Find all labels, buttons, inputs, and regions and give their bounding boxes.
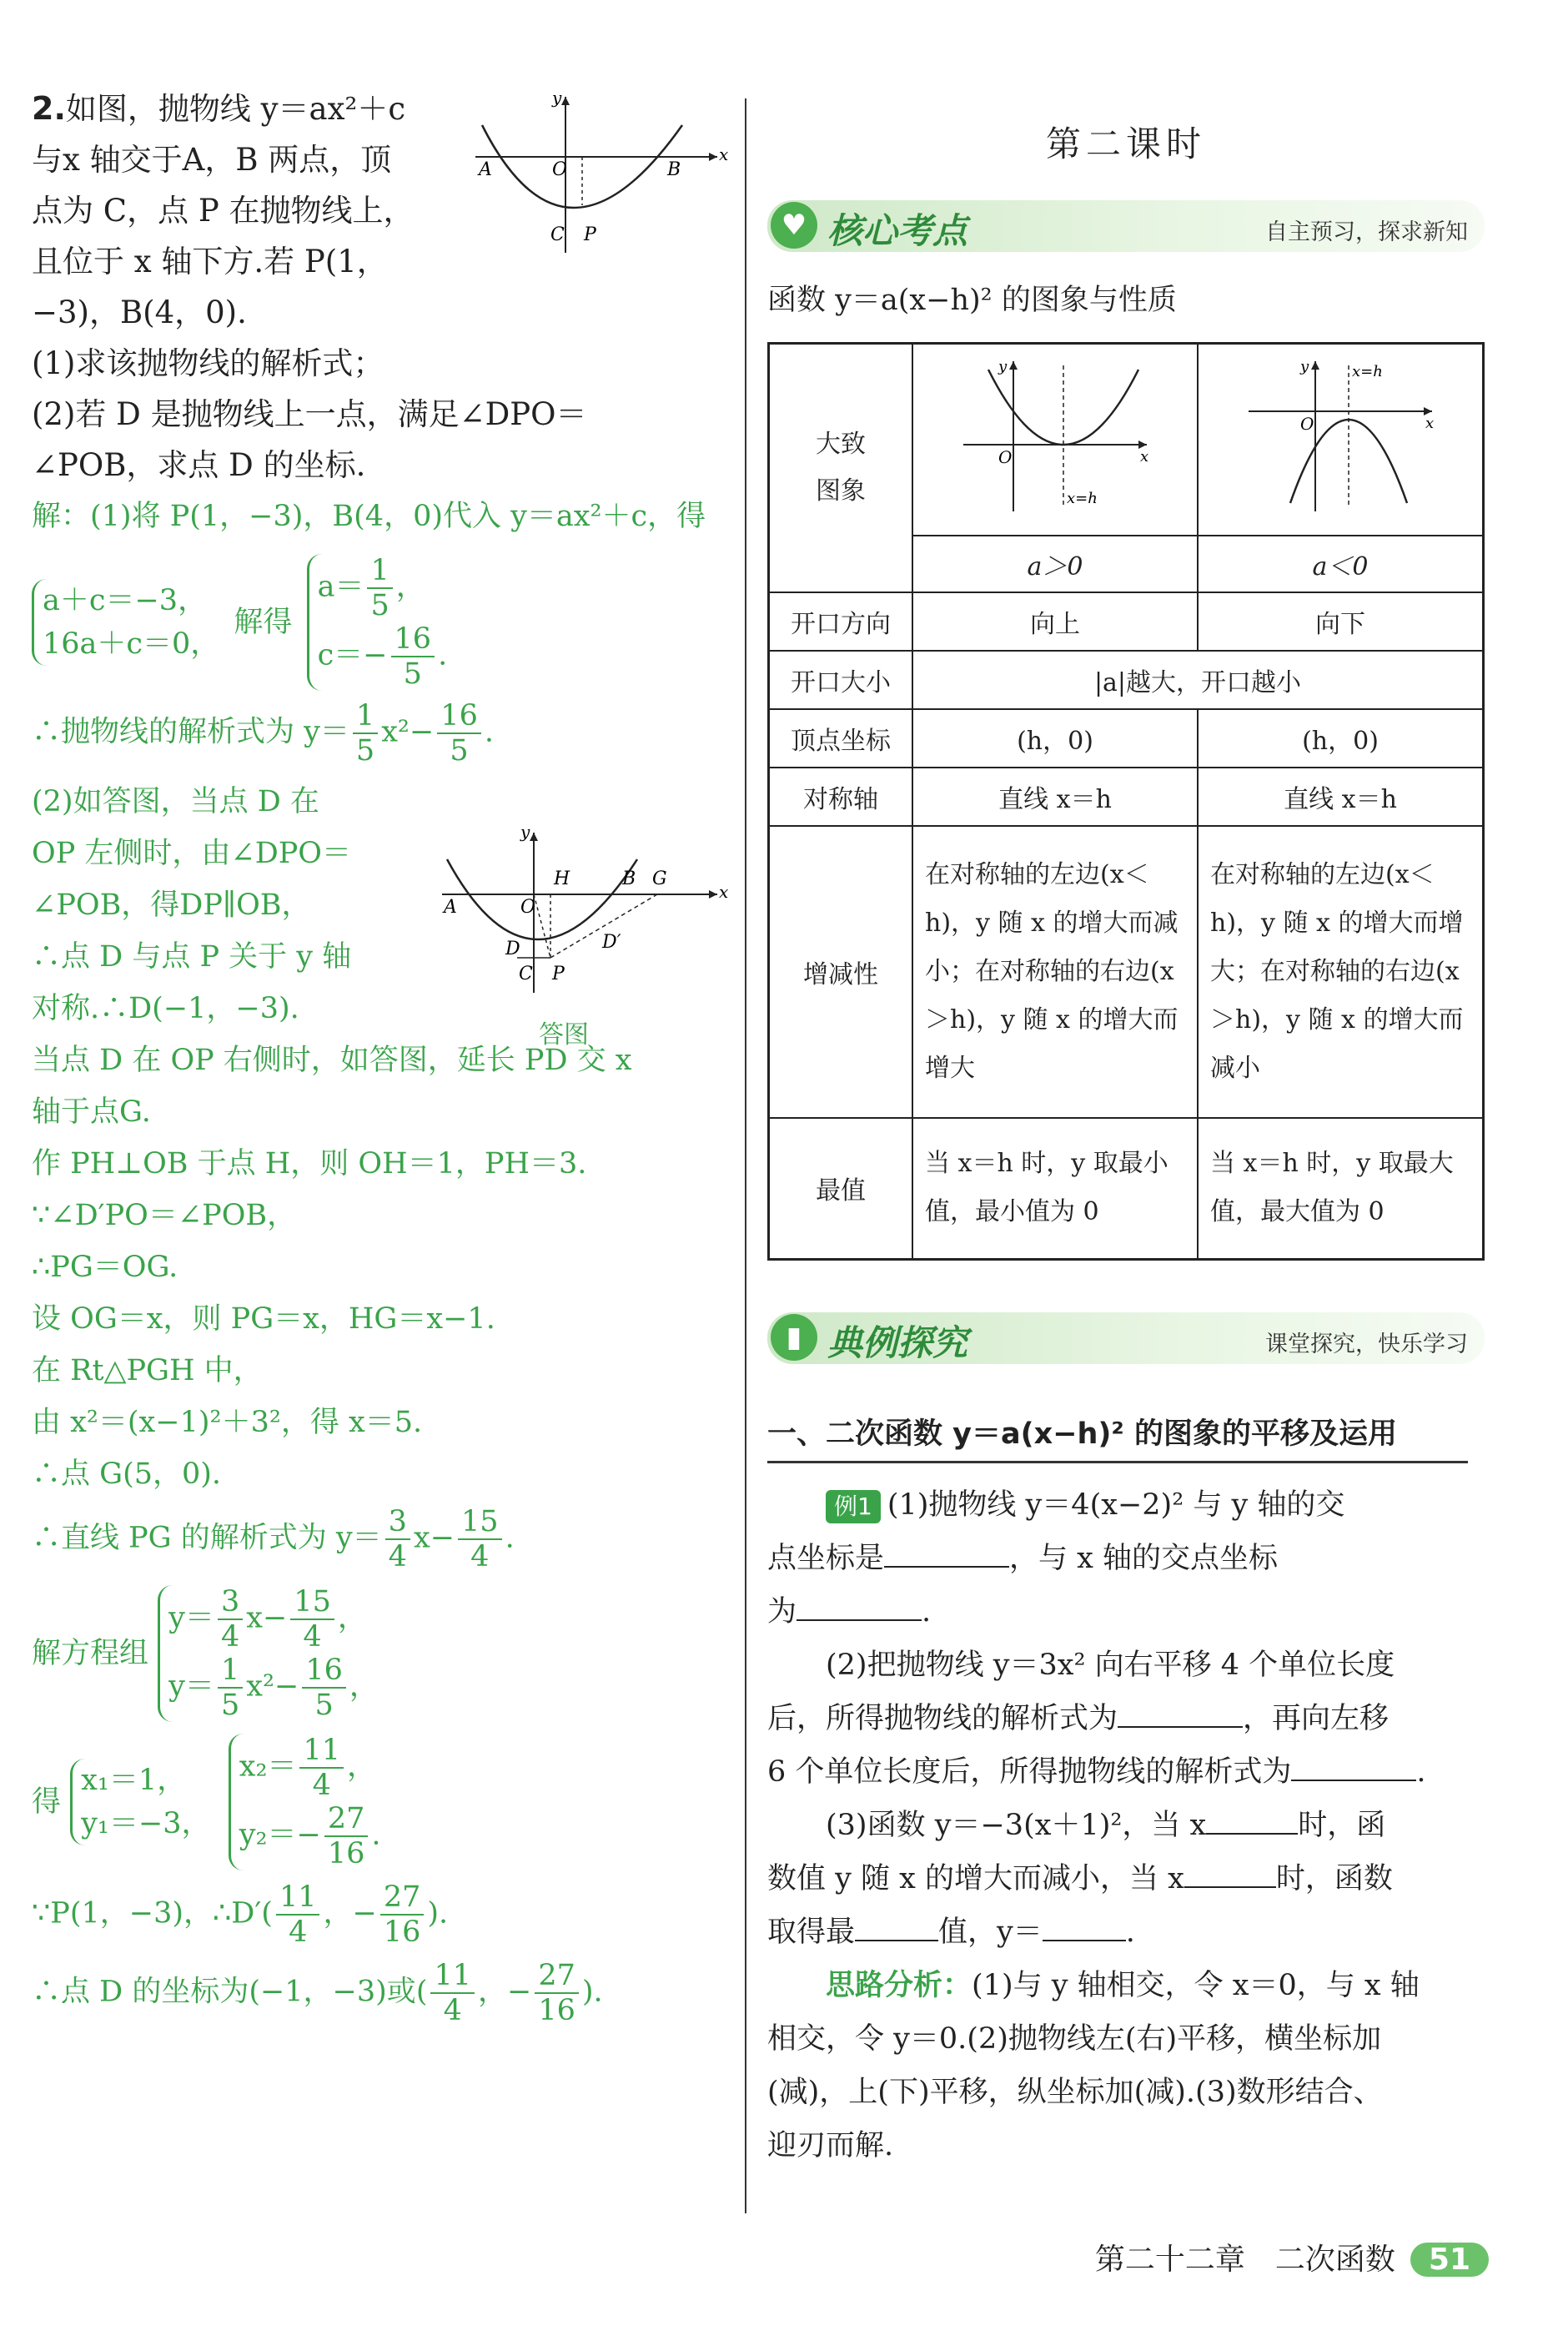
graph-cell-down xyxy=(1198,344,1484,536)
section-intro: 函数 y＝a(x−h)² 的图象与性质 xyxy=(767,284,1177,317)
equation: a＋c＝−3， xyxy=(43,584,208,617)
example-line: 取得最 值，y＝ . xyxy=(767,1916,1135,1949)
page-number: 51 xyxy=(1410,2243,1489,2277)
root-2 xyxy=(229,1734,381,1870)
get-label: 得 xyxy=(32,1785,62,1819)
section-heading: 一、二次函数 y＝a(x−h)² 的图象的平移及运用 xyxy=(767,1411,1468,1463)
table-row xyxy=(769,1118,1484,1260)
final-answer: ∴点 D 的坐标为(−1，−3)或( $\frac{11}{4}$ ，− $\frac{27}{16}$ ). xyxy=(32,1959,603,2027)
analysis-line: 相交，令 y＝0.(2)抛物线左(右)平移，横坐标加 xyxy=(767,2022,1382,2056)
example-line: (3)函数 y＝−3(x＋1)²，当 x 时，函 xyxy=(826,1809,1386,1842)
answer-figure xyxy=(434,826,734,1060)
question-number: 2. xyxy=(32,90,66,127)
svg-text:x: x xyxy=(1425,414,1435,432)
table-row xyxy=(769,651,1484,709)
equation-system xyxy=(32,579,219,666)
row-label: 最值 xyxy=(769,1118,913,1260)
root-x2: x₂＝ $\frac{11}{4}$ ， xyxy=(239,1734,377,1802)
fig-label: P xyxy=(552,964,565,984)
table-cell: (h，0) xyxy=(1198,709,1484,768)
root-y2: y₂＝− $\frac{27}{16}$ . xyxy=(239,1802,381,1870)
svg-text:O: O xyxy=(1300,413,1314,434)
fig-label: y xyxy=(552,90,562,108)
fig-label: x xyxy=(719,144,729,164)
solution-system xyxy=(307,554,448,691)
svg-text:y: y xyxy=(1300,357,1309,375)
part2-line: ∵∠D′PO＝∠POB， xyxy=(32,1199,297,1232)
line-pg-equation: ∴直线 PG 的解析式为 y＝ $\frac{3}{4}$ x− $\frac{15}{4}$ . xyxy=(32,1505,515,1573)
table-row xyxy=(769,344,1484,536)
properties-table xyxy=(767,342,1485,1261)
table-cell: 向下 xyxy=(1198,592,1484,651)
row-label: 对称轴 xyxy=(769,768,913,826)
fig-label: A xyxy=(444,897,457,918)
equation-system xyxy=(158,1585,379,1722)
part2-line: ∴PG＝OG. xyxy=(32,1251,178,1284)
banner-subtitle: 课堂探究，快乐学习 xyxy=(1265,1332,1468,1357)
row-label: 大致 图象 xyxy=(769,344,913,592)
conclusion-1: ∴抛物线的解析式为 y＝ $\frac{1}{5}$ x²− $\frac{16}{5}$ . xyxy=(32,699,494,768)
heart-icon: ♥ xyxy=(771,202,817,249)
part2-line: (2)如答图，当点 D 在 xyxy=(32,785,319,818)
graph-up xyxy=(955,353,1155,520)
page-footer xyxy=(1095,2236,1489,2278)
part2-line: 对称.∴D(−1，−3). xyxy=(32,992,299,1025)
core-points-banner xyxy=(767,200,1485,252)
table-cell: 在对称轴的左边(x＜h)，y 随 x 的增大而增大；在对称轴的右边(x＞h)，y 随 x 的增大而减小 xyxy=(1198,826,1484,1118)
solve-label: 解得 xyxy=(234,606,293,639)
question-line: (2)若 D 是抛物线上一点，满足∠DPO＝ xyxy=(32,396,587,432)
fig-label: B xyxy=(622,868,636,889)
answer-blank[interactable] xyxy=(1043,1915,1126,1941)
solve-system-label: 解方程组 xyxy=(32,1637,149,1670)
answer-blank[interactable] xyxy=(1291,1754,1416,1781)
part2-line: 当点 D 在 OP 右侧时，如答图，延长 PD 交 x xyxy=(32,1044,632,1077)
lesson-title: 第二课时 xyxy=(1045,123,1206,164)
row-label: 顶点坐标 xyxy=(769,709,913,768)
example-line: 点坐标是 ，与 x 轴的交点坐标 xyxy=(767,1542,1279,1575)
answer-blank[interactable] xyxy=(1118,1701,1243,1728)
svg-text:x=h: x=h xyxy=(1067,489,1098,507)
graph-down xyxy=(1240,353,1440,520)
example-1 xyxy=(767,1478,1485,2172)
part2-line: ∴点 D 与点 P 关于 y 轴 xyxy=(32,940,352,974)
question-text: 如图，抛物线 y＝ax²＋c xyxy=(65,91,406,127)
graph-cell-up xyxy=(912,344,1198,536)
part2-line: 设 OG＝x，则 PG＝x，HG＝x−1. xyxy=(32,1302,495,1336)
system-1 xyxy=(32,554,724,691)
question-line: 点为 C，点 P 在抛物线上， xyxy=(32,193,415,229)
part2-line: 轴于点G. xyxy=(32,1095,151,1129)
question-line: 且位于 x 轴下方.若 P(1， xyxy=(32,244,388,279)
fig-label: C xyxy=(550,224,565,245)
column-divider xyxy=(745,98,746,2213)
question-figure xyxy=(467,90,734,257)
analysis-line: 思路分析：(1)与 y 轴相交，令 x＝0，与 x 轴 xyxy=(826,1968,1420,2002)
part2-line: ∴点 G(5，0). xyxy=(32,1457,222,1491)
table-row xyxy=(769,826,1484,1118)
table-cell: 当 x＝h 时，y 取最小值，最小值为 0 xyxy=(912,1118,1198,1260)
chapter-title: 第二十二章 二次函数 xyxy=(1094,2243,1395,2277)
system-2 xyxy=(32,1585,724,1722)
table-cell: |a|越大，开口越小 xyxy=(912,651,1484,709)
svg-text:O: O xyxy=(998,446,1013,467)
fig-label: O xyxy=(520,897,536,918)
equation: y＝ $\frac{1}{5}$ x²− $\frac{16}{5}$ ， xyxy=(168,1654,379,1722)
row-label: 开口方向 xyxy=(769,592,913,651)
table-cell: 在对称轴的左边(x＜h)，y 随 x 的增大而减小；在对称轴的右边(x＞h)，y 随 x 的增大而增大 xyxy=(912,826,1198,1118)
example-line: 为 . xyxy=(767,1595,932,1629)
examples-banner xyxy=(767,1312,1485,1364)
part2-line: 作 PH⊥OB 于点 H，则 OH＝1，PH＝3. xyxy=(32,1147,587,1181)
analysis-line: (减)，上(下)平移，纵坐标加(减).(3)数形结合、 xyxy=(767,2076,1383,2109)
analysis-line: 迎刃而解. xyxy=(767,2129,894,2162)
condition-up: a＞0 xyxy=(912,536,1198,592)
figure-caption: 答图 xyxy=(539,1020,589,1050)
fig-label: y xyxy=(520,826,530,842)
question-line: ∠POB，求点 D 的坐标. xyxy=(32,447,366,483)
question-line: 与x 轴交于A，B 两点，顶 xyxy=(32,142,392,178)
root-x1: x₁＝1， xyxy=(81,1764,187,1797)
equation: 16a＋c＝0， xyxy=(43,627,220,661)
banner-title: 核心考点 xyxy=(827,210,968,251)
fig-label: B xyxy=(667,159,681,180)
solution-a: a＝ $\frac{1}{5}$ ， xyxy=(317,554,425,622)
table-row xyxy=(769,592,1484,651)
fig-label: D xyxy=(505,939,520,959)
equation: y＝ $\frac{3}{4}$ x− $\frac{15}{4}$ ， xyxy=(168,1585,367,1654)
answer-blank[interactable] xyxy=(797,1594,922,1621)
row-label: 开口大小 xyxy=(769,651,913,709)
part2-line: OP 左侧时，由∠DPO＝ xyxy=(32,837,352,870)
table-cell: 向上 xyxy=(912,592,1198,651)
fig-label: G xyxy=(652,868,667,889)
fig-label: x xyxy=(719,882,729,902)
root-y1: y₁＝−3， xyxy=(81,1807,211,1840)
fig-label: P xyxy=(584,224,596,245)
answer-blank[interactable] xyxy=(855,1915,938,1941)
row-label: 增减性 xyxy=(769,826,913,1118)
right-column xyxy=(767,108,1485,2172)
table-row xyxy=(769,768,1484,826)
question-line: (1)求该抛物线的解析式； xyxy=(32,345,384,381)
fig-label: D′ xyxy=(602,932,621,953)
d-prime-line: ∵P(1，−3)，∴D′( $\frac{11}{4}$ ，− $\frac{27}{16}$ ). xyxy=(32,1880,449,1949)
banner-title: 典例探究 xyxy=(827,1322,968,1363)
solution-c: c＝− $\frac{16}{5}$ . xyxy=(317,622,448,691)
answer-blank[interactable] xyxy=(1184,1861,1276,1888)
answer-blank[interactable] xyxy=(1206,1808,1298,1835)
table-row xyxy=(769,709,1484,768)
part2-line: ∠POB，得DP∥OB， xyxy=(32,889,311,922)
example-line: 后，所得抛物线的解析式为 ，再向左移 xyxy=(767,1702,1390,1735)
table-cell: 直线 x＝h xyxy=(912,768,1198,826)
example-line: 数值 y 随 x 的增大而减小，当 x 时，函数 xyxy=(767,1862,1393,1895)
solution-intro: 解：(1)将 P(1，−3)，B(4，0)代入 y＝ax²＋c，得 xyxy=(32,500,706,533)
part2-line: 在 Rt△PGH 中， xyxy=(32,1354,263,1387)
svg-text:x: x xyxy=(1140,447,1149,466)
condition-down: a＜0 xyxy=(1198,536,1484,592)
fig-label: C xyxy=(519,964,533,984)
root-1 xyxy=(70,1759,210,1845)
solution xyxy=(32,491,724,2027)
analysis-label: 思路分析： xyxy=(826,1968,972,2002)
chart-icon: ▮ xyxy=(771,1314,817,1361)
banner-subtitle: 自主预习，探求新知 xyxy=(1265,219,1468,245)
table-cell: (h，0) xyxy=(912,709,1198,768)
fig-label: A xyxy=(479,159,492,180)
part2-line: 由 x²＝(x−1)²＋3²，得 x＝5. xyxy=(32,1406,423,1439)
example-line: 例1 (1)抛物线 y＝4(x−2)² 与 y 轴的交 xyxy=(767,1478,1485,1532)
fig-label: H xyxy=(554,868,570,889)
table-cell: 当 x＝h 时，y 取最大值，最大值为 0 xyxy=(1198,1118,1484,1260)
table-cell: 直线 x＝h xyxy=(1198,768,1484,826)
example-badge: 例1 xyxy=(826,1490,881,1523)
answer-blank[interactable] xyxy=(884,1541,1009,1568)
svg-text:y: y xyxy=(998,357,1008,375)
system-3 xyxy=(32,1734,724,1870)
fig-label: O xyxy=(552,159,568,180)
svg-text:x=h: x=h xyxy=(1352,362,1383,380)
example-line: (2)把抛物线 y＝3x² 向右平移 4 个单位长度 xyxy=(826,1649,1395,1682)
example-line: 6 个单位长度后，所得抛物线的解析式为 . xyxy=(767,1755,1426,1789)
question-line: −3)，B(4，0). xyxy=(32,295,247,330)
